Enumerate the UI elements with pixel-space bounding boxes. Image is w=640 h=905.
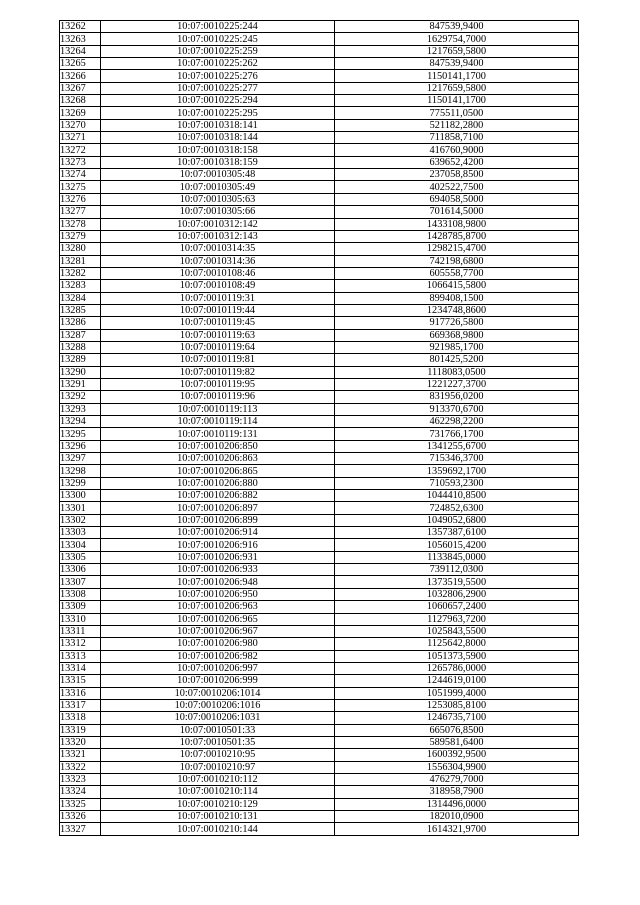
row-number-cell: 13321 — [60, 749, 101, 761]
row-number-cell: 13295 — [60, 428, 101, 440]
cadastral-value-cell: 1298215,4700 — [335, 243, 579, 255]
cadastral-number-cell: 10:07:0010119:114 — [101, 416, 335, 428]
row-number-cell: 13284 — [60, 292, 101, 304]
cadastral-number-cell: 10:07:0010119:63 — [101, 329, 335, 341]
table-row — [60, 341, 579, 353]
cadastral-value-cell: 1244619,0100 — [335, 675, 579, 687]
cadastral-number-cell: 10:07:0010305:48 — [101, 169, 335, 181]
cadastral-value-cell: 237058,8500 — [335, 169, 579, 181]
cadastral-value-cell: 731766,1700 — [335, 428, 579, 440]
row-number-cell: 13322 — [60, 761, 101, 773]
cadastral-value-cell: 1217659,5800 — [335, 82, 579, 94]
table-row — [60, 675, 579, 687]
table-row — [60, 453, 579, 465]
table-row — [60, 354, 579, 366]
cadastral-value-cell: 1556304,9900 — [335, 761, 579, 773]
cadastral-number-cell: 10:07:0010206:865 — [101, 465, 335, 477]
table-row — [60, 564, 579, 576]
cadastral-number-cell: 10:07:0010206:882 — [101, 490, 335, 502]
table-row — [60, 601, 579, 613]
row-number-cell: 13272 — [60, 144, 101, 156]
cadastral-value-cell: 1246735,7100 — [335, 712, 579, 724]
cadastral-value-cell: 1629754,7000 — [335, 33, 579, 45]
cadastral-value-cell: 669368,9800 — [335, 329, 579, 341]
table-row — [60, 132, 579, 144]
cadastral-number-cell: 10:07:0010119:82 — [101, 366, 335, 378]
row-number-cell: 13278 — [60, 218, 101, 230]
cadastral-value-cell: 1150141,1700 — [335, 70, 579, 82]
cadastral-number-cell: 10:07:0010318:144 — [101, 132, 335, 144]
cadastral-value-table — [59, 20, 579, 836]
cadastral-number-cell: 10:07:0010119:31 — [101, 292, 335, 304]
cadastral-value-cell: 1341255,6700 — [335, 440, 579, 452]
cadastral-value-cell: 1433108,9800 — [335, 218, 579, 230]
table-row — [60, 255, 579, 267]
table-row — [60, 662, 579, 674]
table-row — [60, 181, 579, 193]
cadastral-number-cell: 10:07:0010119:131 — [101, 428, 335, 440]
row-number-cell: 13279 — [60, 230, 101, 242]
row-number-cell: 13288 — [60, 341, 101, 353]
cadastral-value-cell: 694058,5000 — [335, 193, 579, 205]
cadastral-number-cell: 10:07:0010206:967 — [101, 625, 335, 637]
table-row — [60, 21, 579, 33]
cadastral-value-cell: 1025843,5500 — [335, 625, 579, 637]
cadastral-value-cell: 1125642,8000 — [335, 638, 579, 650]
cadastral-value-cell: 1044410,8500 — [335, 490, 579, 502]
cadastral-number-cell: 10:07:0010225:276 — [101, 70, 335, 82]
cadastral-number-cell: 10:07:0010305:66 — [101, 206, 335, 218]
row-number-cell: 13318 — [60, 712, 101, 724]
cadastral-value-cell: 1373519,5500 — [335, 576, 579, 588]
cadastral-value-cell: 1056015,4200 — [335, 539, 579, 551]
table-row — [60, 761, 579, 773]
cadastral-number-cell: 10:07:0010206:965 — [101, 613, 335, 625]
cadastral-value-cell: 742198,6800 — [335, 255, 579, 267]
row-number-cell: 13316 — [60, 687, 101, 699]
cadastral-value-cell: 182010,0900 — [335, 811, 579, 823]
table-row — [60, 638, 579, 650]
row-number-cell: 13302 — [60, 514, 101, 526]
cadastral-value-cell: 847539,9400 — [335, 58, 579, 70]
cadastral-value-cell: 701614,5000 — [335, 206, 579, 218]
cadastral-value-cell: 739112,0300 — [335, 564, 579, 576]
cadastral-value-cell: 1234748,8600 — [335, 304, 579, 316]
row-number-cell: 13290 — [60, 366, 101, 378]
cadastral-value-cell: 639652,4200 — [335, 156, 579, 168]
cadastral-number-cell: 10:07:0010501:33 — [101, 724, 335, 736]
cadastral-number-cell: 10:07:0010210:95 — [101, 749, 335, 761]
row-number-cell: 13293 — [60, 403, 101, 415]
row-number-cell: 13310 — [60, 613, 101, 625]
cadastral-number-cell: 10:07:0010210:97 — [101, 761, 335, 773]
cadastral-number-cell: 10:07:0010206:1014 — [101, 687, 335, 699]
table-row — [60, 687, 579, 699]
row-number-cell: 13283 — [60, 280, 101, 292]
row-number-cell: 13280 — [60, 243, 101, 255]
cadastral-value-cell: 1118083,0500 — [335, 366, 579, 378]
table-row — [60, 230, 579, 242]
table-row — [60, 588, 579, 600]
table-row — [60, 391, 579, 403]
table-row — [60, 329, 579, 341]
document-page — [59, 20, 579, 836]
cadastral-number-cell: 10:07:0010318:158 — [101, 144, 335, 156]
row-number-cell: 13326 — [60, 811, 101, 823]
cadastral-value-cell: 1051373,5900 — [335, 650, 579, 662]
cadastral-value-cell: 775511,0500 — [335, 107, 579, 119]
cadastral-value-cell: 1357387,6100 — [335, 527, 579, 539]
cadastral-value-cell: 402522,7500 — [335, 181, 579, 193]
table-row — [60, 514, 579, 526]
cadastral-value-cell: 1066415,5800 — [335, 280, 579, 292]
cadastral-value-cell: 831956,0200 — [335, 391, 579, 403]
row-number-cell: 13281 — [60, 255, 101, 267]
cadastral-number-cell: 10:07:0010206:948 — [101, 576, 335, 588]
table-row — [60, 58, 579, 70]
row-number-cell: 13325 — [60, 798, 101, 810]
table-row — [60, 527, 579, 539]
table-row — [60, 82, 579, 94]
table-row — [60, 773, 579, 785]
row-number-cell: 13267 — [60, 82, 101, 94]
cadastral-value-cell: 1314496,0000 — [335, 798, 579, 810]
row-number-cell: 13323 — [60, 773, 101, 785]
table-row — [60, 280, 579, 292]
cadastral-number-cell: 10:07:0010206:950 — [101, 588, 335, 600]
cadastral-value-cell: 665076,8500 — [335, 724, 579, 736]
table-row — [60, 502, 579, 514]
table-row — [60, 699, 579, 711]
cadastral-number-cell: 10:07:0010206:1031 — [101, 712, 335, 724]
cadastral-value-cell: 318958,7900 — [335, 786, 579, 798]
cadastral-number-cell: 10:07:0010206:982 — [101, 650, 335, 662]
table-row — [60, 33, 579, 45]
table-row — [60, 465, 579, 477]
row-number-cell: 13312 — [60, 638, 101, 650]
table-row — [60, 267, 579, 279]
row-number-cell: 13314 — [60, 662, 101, 674]
row-number-cell: 13311 — [60, 625, 101, 637]
table-row — [60, 95, 579, 107]
cadastral-value-cell: 715346,3700 — [335, 453, 579, 465]
table-row — [60, 551, 579, 563]
cadastral-number-cell: 10:07:0010206:897 — [101, 502, 335, 514]
cadastral-number-cell: 10:07:0010119:44 — [101, 304, 335, 316]
table-row — [60, 650, 579, 662]
cadastral-number-cell: 10:07:0010225:262 — [101, 58, 335, 70]
table-row — [60, 724, 579, 736]
cadastral-number-cell: 10:07:0010305:49 — [101, 181, 335, 193]
cadastral-value-cell: 1359692,1700 — [335, 465, 579, 477]
cadastral-value-cell: 1133845,0000 — [335, 551, 579, 563]
table-row — [60, 70, 579, 82]
cadastral-number-cell: 10:07:0010119:96 — [101, 391, 335, 403]
cadastral-value-cell: 917726,5800 — [335, 317, 579, 329]
table-row — [60, 613, 579, 625]
cadastral-value-cell: 1600392,9500 — [335, 749, 579, 761]
cadastral-number-cell: 10:07:0010206:1016 — [101, 699, 335, 711]
row-number-cell: 13303 — [60, 527, 101, 539]
row-number-cell: 13264 — [60, 45, 101, 57]
table-row — [60, 243, 579, 255]
row-number-cell: 13277 — [60, 206, 101, 218]
row-number-cell: 13319 — [60, 724, 101, 736]
cadastral-number-cell: 10:07:0010206:880 — [101, 477, 335, 489]
cadastral-number-cell: 10:07:0010225:244 — [101, 21, 335, 33]
cadastral-number-cell: 10:07:0010206:850 — [101, 440, 335, 452]
row-number-cell: 13265 — [60, 58, 101, 70]
cadastral-value-cell: 605558,7700 — [335, 267, 579, 279]
cadastral-number-cell: 10:07:0010501:35 — [101, 736, 335, 748]
cadastral-number-cell: 10:07:0010206:997 — [101, 662, 335, 674]
cadastral-number-cell: 10:07:0010206:963 — [101, 601, 335, 613]
row-number-cell: 13275 — [60, 181, 101, 193]
row-number-cell: 13282 — [60, 267, 101, 279]
row-number-cell: 13286 — [60, 317, 101, 329]
table-row — [60, 193, 579, 205]
cadastral-number-cell: 10:07:0010206:931 — [101, 551, 335, 563]
row-number-cell: 13305 — [60, 551, 101, 563]
cadastral-number-cell: 10:07:0010119:81 — [101, 354, 335, 366]
table-row — [60, 440, 579, 452]
row-number-cell: 13296 — [60, 440, 101, 452]
cadastral-number-cell: 10:07:0010225:259 — [101, 45, 335, 57]
row-number-cell: 13317 — [60, 699, 101, 711]
cadastral-value-cell: 1253085,8100 — [335, 699, 579, 711]
row-number-cell: 13270 — [60, 119, 101, 131]
table-row — [60, 811, 579, 823]
table-row — [60, 45, 579, 57]
row-number-cell: 13308 — [60, 588, 101, 600]
table-row — [60, 218, 579, 230]
cadastral-number-cell: 10:07:0010314:35 — [101, 243, 335, 255]
row-number-cell: 13320 — [60, 736, 101, 748]
cadastral-value-cell: 724852,6300 — [335, 502, 579, 514]
cadastral-value-cell: 589581,6400 — [335, 736, 579, 748]
row-number-cell: 13262 — [60, 21, 101, 33]
cadastral-number-cell: 10:07:0010108:49 — [101, 280, 335, 292]
cadastral-value-cell: 416760,9000 — [335, 144, 579, 156]
cadastral-number-cell: 10:07:0010225:294 — [101, 95, 335, 107]
row-number-cell: 13313 — [60, 650, 101, 662]
cadastral-value-cell: 1614321,9700 — [335, 823, 579, 835]
cadastral-value-cell: 1150141,1700 — [335, 95, 579, 107]
table-row — [60, 749, 579, 761]
row-number-cell: 13298 — [60, 465, 101, 477]
cadastral-number-cell: 10:07:0010225:245 — [101, 33, 335, 45]
cadastral-value-cell: 1051999,4000 — [335, 687, 579, 699]
cadastral-value-cell: 1127963,7200 — [335, 613, 579, 625]
row-number-cell: 13294 — [60, 416, 101, 428]
cadastral-number-cell: 10:07:0010206:916 — [101, 539, 335, 551]
cadastral-value-cell: 1217659,5800 — [335, 45, 579, 57]
table-row — [60, 798, 579, 810]
row-number-cell: 13276 — [60, 193, 101, 205]
row-number-cell: 13292 — [60, 391, 101, 403]
table-row — [60, 477, 579, 489]
cadastral-number-cell: 10:07:0010225:295 — [101, 107, 335, 119]
table-row — [60, 107, 579, 119]
table-row — [60, 378, 579, 390]
table-row — [60, 625, 579, 637]
cadastral-value-cell: 913370,6700 — [335, 403, 579, 415]
table-row — [60, 366, 579, 378]
row-number-cell: 13263 — [60, 33, 101, 45]
row-number-cell: 13273 — [60, 156, 101, 168]
table-row — [60, 428, 579, 440]
table-row — [60, 304, 579, 316]
cadastral-number-cell: 10:07:0010119:64 — [101, 341, 335, 353]
table-row — [60, 576, 579, 588]
cadastral-number-cell: 10:07:0010119:45 — [101, 317, 335, 329]
row-number-cell: 13297 — [60, 453, 101, 465]
row-number-cell: 13266 — [60, 70, 101, 82]
cadastral-value-cell: 1049052,6800 — [335, 514, 579, 526]
cadastral-number-cell: 10:07:0010206:980 — [101, 638, 335, 650]
cadastral-value-cell: 462298,2200 — [335, 416, 579, 428]
table-row — [60, 416, 579, 428]
cadastral-number-cell: 10:07:0010206:999 — [101, 675, 335, 687]
cadastral-number-cell: 10:07:0010312:142 — [101, 218, 335, 230]
cadastral-number-cell: 10:07:0010210:114 — [101, 786, 335, 798]
table-row — [60, 317, 579, 329]
table-body — [60, 21, 579, 836]
table-row — [60, 206, 579, 218]
cadastral-value-cell: 711858,7100 — [335, 132, 579, 144]
cadastral-number-cell: 10:07:0010108:46 — [101, 267, 335, 279]
cadastral-value-cell: 801425,5200 — [335, 354, 579, 366]
cadastral-number-cell: 10:07:0010119:95 — [101, 378, 335, 390]
cadastral-number-cell: 10:07:0010206:899 — [101, 514, 335, 526]
table-row — [60, 403, 579, 415]
row-number-cell: 13300 — [60, 490, 101, 502]
cadastral-number-cell: 10:07:0010318:159 — [101, 156, 335, 168]
row-number-cell: 13289 — [60, 354, 101, 366]
cadastral-number-cell: 10:07:0010210:112 — [101, 773, 335, 785]
cadastral-value-cell: 1221227,3700 — [335, 378, 579, 390]
cadastral-number-cell: 10:07:0010206:863 — [101, 453, 335, 465]
row-number-cell: 13324 — [60, 786, 101, 798]
cadastral-number-cell: 10:07:0010312:143 — [101, 230, 335, 242]
cadastral-value-cell: 899408,1500 — [335, 292, 579, 304]
cadastral-number-cell: 10:07:0010210:131 — [101, 811, 335, 823]
row-number-cell: 13307 — [60, 576, 101, 588]
row-number-cell: 13291 — [60, 378, 101, 390]
row-number-cell: 13309 — [60, 601, 101, 613]
cadastral-number-cell: 10:07:0010206:914 — [101, 527, 335, 539]
table-row — [60, 539, 579, 551]
row-number-cell: 13287 — [60, 329, 101, 341]
cadastral-value-cell: 1265786,0000 — [335, 662, 579, 674]
cadastral-number-cell: 10:07:0010225:277 — [101, 82, 335, 94]
row-number-cell: 13269 — [60, 107, 101, 119]
row-number-cell: 13274 — [60, 169, 101, 181]
table-row — [60, 144, 579, 156]
table-row — [60, 712, 579, 724]
cadastral-value-cell: 521182,2800 — [335, 119, 579, 131]
table-row — [60, 292, 579, 304]
row-number-cell: 13306 — [60, 564, 101, 576]
cadastral-value-cell: 847539,9400 — [335, 21, 579, 33]
cadastral-value-cell: 710593,2300 — [335, 477, 579, 489]
row-number-cell: 13268 — [60, 95, 101, 107]
table-row — [60, 786, 579, 798]
cadastral-value-cell: 1032806,2900 — [335, 588, 579, 600]
table-row — [60, 490, 579, 502]
row-number-cell: 13271 — [60, 132, 101, 144]
row-number-cell: 13299 — [60, 477, 101, 489]
table-row — [60, 169, 579, 181]
cadastral-value-cell: 921985,1700 — [335, 341, 579, 353]
table-row — [60, 156, 579, 168]
row-number-cell: 13327 — [60, 823, 101, 835]
row-number-cell: 13304 — [60, 539, 101, 551]
cadastral-value-cell: 476279,7000 — [335, 773, 579, 785]
cadastral-number-cell: 10:07:0010119:113 — [101, 403, 335, 415]
table-row — [60, 119, 579, 131]
cadastral-number-cell: 10:07:0010314:36 — [101, 255, 335, 267]
table-row — [60, 823, 579, 835]
cadastral-number-cell: 10:07:0010210:129 — [101, 798, 335, 810]
cadastral-number-cell: 10:07:0010318:141 — [101, 119, 335, 131]
cadastral-number-cell: 10:07:0010210:144 — [101, 823, 335, 835]
row-number-cell: 13301 — [60, 502, 101, 514]
table-row — [60, 736, 579, 748]
cadastral-value-cell: 1428785,8700 — [335, 230, 579, 242]
row-number-cell: 13315 — [60, 675, 101, 687]
cadastral-value-cell: 1060657,2400 — [335, 601, 579, 613]
cadastral-number-cell: 10:07:0010305:63 — [101, 193, 335, 205]
cadastral-number-cell: 10:07:0010206:933 — [101, 564, 335, 576]
row-number-cell: 13285 — [60, 304, 101, 316]
